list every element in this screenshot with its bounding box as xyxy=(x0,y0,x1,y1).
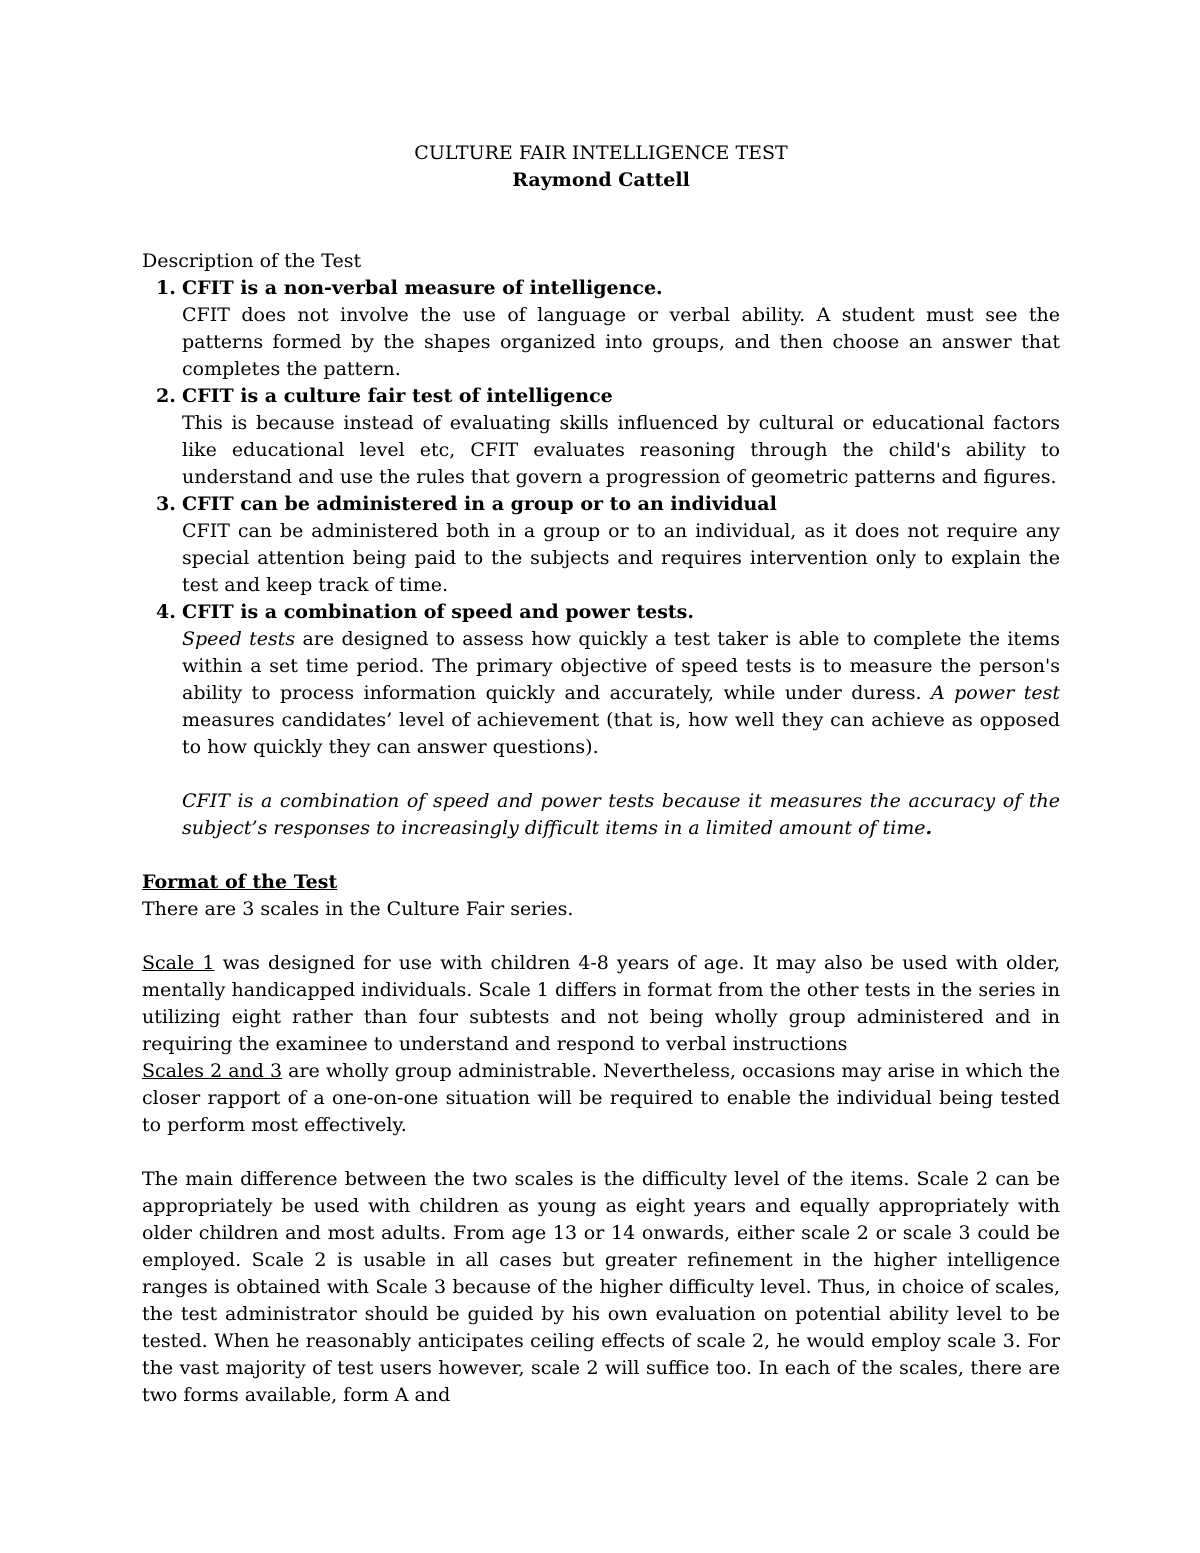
description-list xyxy=(142,275,1060,842)
list-item-title: CFIT can be administered in a group or to an individual xyxy=(182,493,777,515)
spacer xyxy=(142,194,1060,248)
document-title: CULTURE FAIR INTELLIGENCE TEST xyxy=(414,142,788,164)
spacer xyxy=(142,1139,1060,1166)
description-heading: Description of the Test xyxy=(142,250,362,272)
document-author: Raymond Cattell xyxy=(512,169,690,191)
list-item-number: 3. xyxy=(156,493,176,515)
list-item-body: This is because instead of evaluating skills influenced by cultural or educational factors like educational level etc, CFIT evaluates reasoning through the child's ability to understand and use the rules that govern a progression of geometric patterns and figures. xyxy=(182,412,1060,488)
list-item-body xyxy=(182,626,1060,761)
conclusion-end: . xyxy=(925,817,933,839)
list-item-body: CFIT can be administered both in a group or to an individual, as it does not require any special attention being paid to the subjects and requires intervention only to explain the test and keep track of time. xyxy=(182,520,1060,596)
scale1-text: was designed for use with children 4-8 years of age. It may also be used with older, mentally handicapped individuals. Scale 1 differs in format from the other tests in the series in utilizing eight rather than four subtests and not being wholly group administered and in requiring the examinee to understand and respond to verbal instructions xyxy=(142,952,1061,1055)
scale23-paragraph xyxy=(142,1058,1060,1139)
list-item-title: CFIT is a combination of speed and power tests. xyxy=(182,601,694,623)
speed-tests-text: are designed to assess how quickly a test taker is able to complete the items within a set time period. The primary objective of speed tests is to measure the person's ability to process information quickly and accurately, while under duress. xyxy=(182,628,1060,704)
list-item-body: CFIT does not involve the use of language or verbal ability. A student must see the patterns formed by the shapes organized into groups, and then choose an answer that completes the pattern. xyxy=(182,304,1060,380)
format-intro: There are 3 scales in the Culture Fair series. xyxy=(142,898,574,920)
scale23-text: are wholly group administrable. Nevertheless, occasions may arise in which the closer rapport of a one-on-one situation will be required to enable the individual being tested to perform most effectively. xyxy=(142,1060,1060,1136)
list-item xyxy=(142,275,1060,383)
conclusion-text: CFIT is a combination of speed and power tests because it measures the accuracy of the subject’s responses to increasingly difficult items in a limited amount of time xyxy=(182,790,1060,839)
spacer xyxy=(142,923,1060,950)
list-item-conclusion xyxy=(182,788,1060,842)
list-item-number: 4. xyxy=(156,601,176,623)
list-item xyxy=(142,491,1060,599)
scale1-label: Scale 1 xyxy=(142,952,215,974)
list-item-number: 2. xyxy=(156,385,176,407)
spacer xyxy=(182,761,1060,788)
spacer xyxy=(142,842,1060,869)
power-test-term: A power test xyxy=(930,682,1060,704)
document-page xyxy=(142,140,1060,1409)
list-item-title: CFIT is a culture fair test of intelligence xyxy=(182,385,613,407)
list-item xyxy=(142,599,1060,842)
difference-paragraph: The main difference between the two scales is the difficulty level of the items. Scale 2 can be appropriately be used with children as young as eight years and equally appropriately with older children and most adults. From age 13 or 14 onwards, either scale 2 or scale 3 could be employed. Scale 2 is usable in all cases but greater refinement in the higher intelligence ranges is obtained with Scale 3 because of the higher difficulty level. Thus, in choice of scales, the test administrator should be guided by his own evaluation on potential ability level to be tested. When he reasonably anticipates ceiling effects of scale 2, he would employ scale 3. For the vast majority of test users however, scale 2 will suffice too. In each of the scales, there are two forms available, form A and xyxy=(142,1168,1060,1406)
scale23-label: Scales 2 and 3 xyxy=(142,1060,283,1082)
power-test-text: measures candidates’ level of achievement (that is, how well they can achieve as opposed to how quickly they can answer questions). xyxy=(182,709,1060,758)
list-item xyxy=(142,383,1060,491)
speed-tests-term: Speed tests xyxy=(182,628,296,650)
scale1-paragraph xyxy=(142,950,1060,1058)
format-heading: Format of the Test xyxy=(142,871,338,893)
list-item-number: 1. xyxy=(156,277,176,299)
list-item-title: CFIT is a non-verbal measure of intelligence. xyxy=(182,277,663,299)
